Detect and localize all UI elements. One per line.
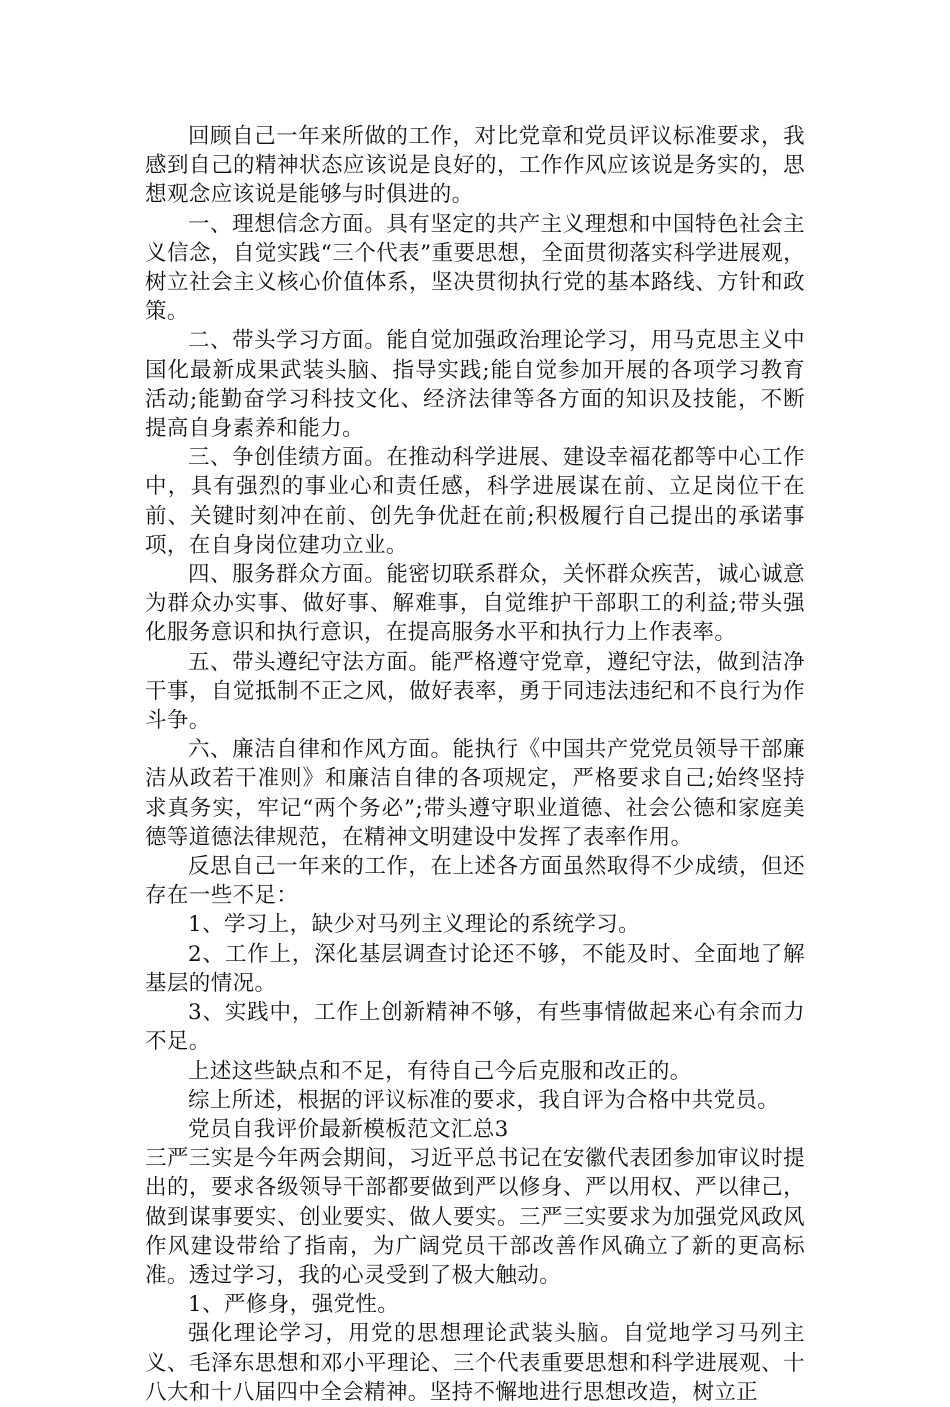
paragraph-study: 二、带头学习方面。能自觉加强政治理论学习，用马克思主义中国化最新成果武装头脑、指导实践;能自觉参加开展的各项学习教育活动;能勤奋学习科技文化、经济法律等各方面的知识及技能，不断提高自身素养和能力。: [145, 328, 805, 442]
paragraph-shortcoming-1: 1、学习上，缺少对马列主义理论的系统学习。: [188, 912, 641, 938]
paragraph-ideals: 一、理想信念方面。具有坚定的共产主义理想和中国特色社会主义信念，自觉实践“三个代表”重要思想，全面贯彻落实科学进展观，树立社会主义核心价值体系，坚决贯彻执行党的基本路线、方针和政策。: [145, 211, 805, 325]
paragraph-service: 四、服务群众方面。能密切联系群众，关怀群众疾苦，诚心诚意为群众办实事、做好事、解难事，自觉维护干部职工的利益;带头强化服务意识和执行意识，在提高服务水平和执行力上作表率。: [145, 562, 805, 646]
paragraph-shortcoming-2: 2、工作上，深化基层调查讨论还不够，不能及时、全面地了解基层的情况。: [145, 941, 805, 996]
paragraph-achievement: 三、争创佳绩方面。在推动科学进展、建设幸福花都等中心工作中，具有强烈的事业心和责任感，科学进展谋在前、立足岗位干在前、关键时刻冲在前、创先争优赶在前;积极履行自己提出的承诺事项，在自身岗位建功立业。: [145, 445, 805, 558]
paragraph-improve: 上述这些缺点和不足，有待自己今后克服和改正的。: [188, 1058, 692, 1084]
paragraph-three-stricts: 三严三实是今年两会期间，习近平总书记在安徽代表团参加审议时提出的，要求各级领导干部都要做到严以修身、严以用权、严以律己，做到谋事要实、创业要实、做人要实。三严三实要求为加强党风政风作风建设带给了指南，为广阔党员干部改善作风确立了新的更高标准。透过学习，我的心灵受到了极大触动。: [145, 1146, 805, 1288]
paragraph-conclusion: 综上所述，根据的评议标准的要求，我自评为合格中共党员。: [188, 1087, 780, 1113]
paragraph-intro: 回顾自己一年来所做的工作，对比党章和党员评议标准要求，我感到自己的精神状态应该说是良好的，工作作风应该说是务实的，思想观念应该说是能够与时俱进的。: [145, 124, 805, 208]
document-body: [145, 122, 805, 1407]
paragraph-theory-study: 强化理论学习，用党的思想理论武装头脑。自觉地学习马列主义、毛泽东思想和邓小平理论、三个代表重要思想和科学进展观、十八大和十八届四中全会精神。坚持不懈地进行思想改造，树立正: [145, 1321, 805, 1405]
paragraph-integrity: 六、廉洁自律和作风方面。能执行《中国共产党党员领导干部廉洁从政若干准则》和廉洁自律的各项规定，严格要求自己;始终坚持求真务实，牢记“两个务必”;带头遵守职业道德、社会公德和家庭美德等道德法律规范，在精神文明建设中发挥了表率作用。: [145, 737, 805, 850]
paragraph-reflection: 反思自己一年来的工作，在上述各方面虽然取得不少成绩，但还存在一些不足：: [145, 854, 805, 909]
section-heading: 党员自我评价最新模板范文汇总3: [188, 1116, 509, 1142]
paragraph-point-1: 1、严修身，强党性。: [188, 1292, 400, 1318]
paragraph-law: 五、带头遵纪守法方面。能严格遵守党章，遵纪守法，做到洁净干事，自觉抵制不正之风，做好表率，勇于同违法违纪和不良行为作斗争。: [145, 649, 805, 734]
paragraph-shortcoming-3: 3、实践中，工作上创新精神不够，有些事情做起来心有余而力不足。: [145, 1000, 805, 1055]
